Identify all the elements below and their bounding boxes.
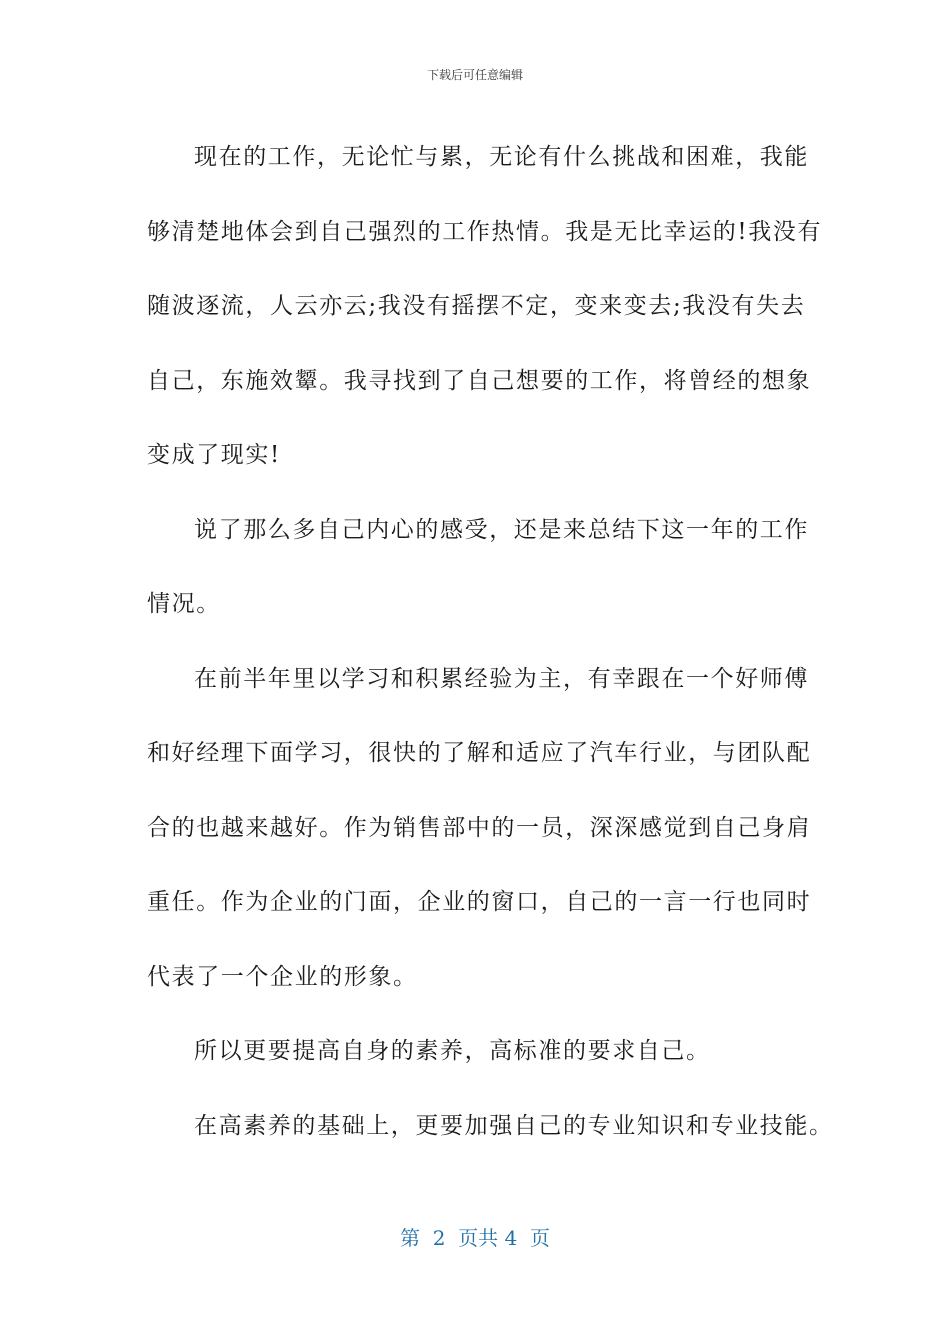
paragraph: [147, 642, 817, 1015]
text-line: 情况。: [147, 591, 221, 617]
text-line: 合的也越来越好。作为销售部中的一员，深深感觉到自己身肩: [147, 814, 812, 841]
text-line: 在高素养的基础上，更要加强自己的专业知识和专业技能。: [194, 1112, 834, 1139]
paragraph: [147, 1089, 834, 1164]
text-line: 在前半年里以学习和积累经验为主，有幸跟在一个好师傅: [194, 665, 809, 692]
text-line: 说了那么多自己内心的感受，还是来总结下这一年的工作: [194, 516, 809, 543]
paragraph: [147, 120, 823, 493]
document-body: [147, 120, 834, 1163]
text-line: 现在的工作，无论忙与累，无论有什么挑战和困难，我能: [194, 144, 809, 170]
text-line: 和好经理下面学习，很快的了解和适应了汽车行业，与团队配: [147, 740, 812, 766]
text-line: 自己，东施效颦。我寻找到了自己想要的工作，将曾经的想象: [147, 367, 812, 394]
text-line: 重任。作为企业的门面，企业的窗口，自己的一言一行也同时: [147, 889, 812, 915]
text-line: 够清楚地体会到自己强烈的工作热情。我是无比幸运的!我没有: [147, 218, 823, 245]
text-line: 代表了一个企业的形象。: [147, 963, 418, 990]
paragraph: [147, 1014, 817, 1089]
paragraph: [147, 493, 817, 642]
text-line: 随波逐流，人云亦云;我没有摇摆不定，变来变去;我没有失去: [147, 293, 806, 319]
header-note: 下载后可任意编辑: [426, 68, 523, 82]
text-line: 所以更要提高自身的素养，高标准的要求自己。: [194, 1038, 711, 1064]
page-number-footer: 第 2 页共 4 页: [400, 1226, 550, 1250]
text-line: 变成了现实!: [147, 442, 281, 468]
